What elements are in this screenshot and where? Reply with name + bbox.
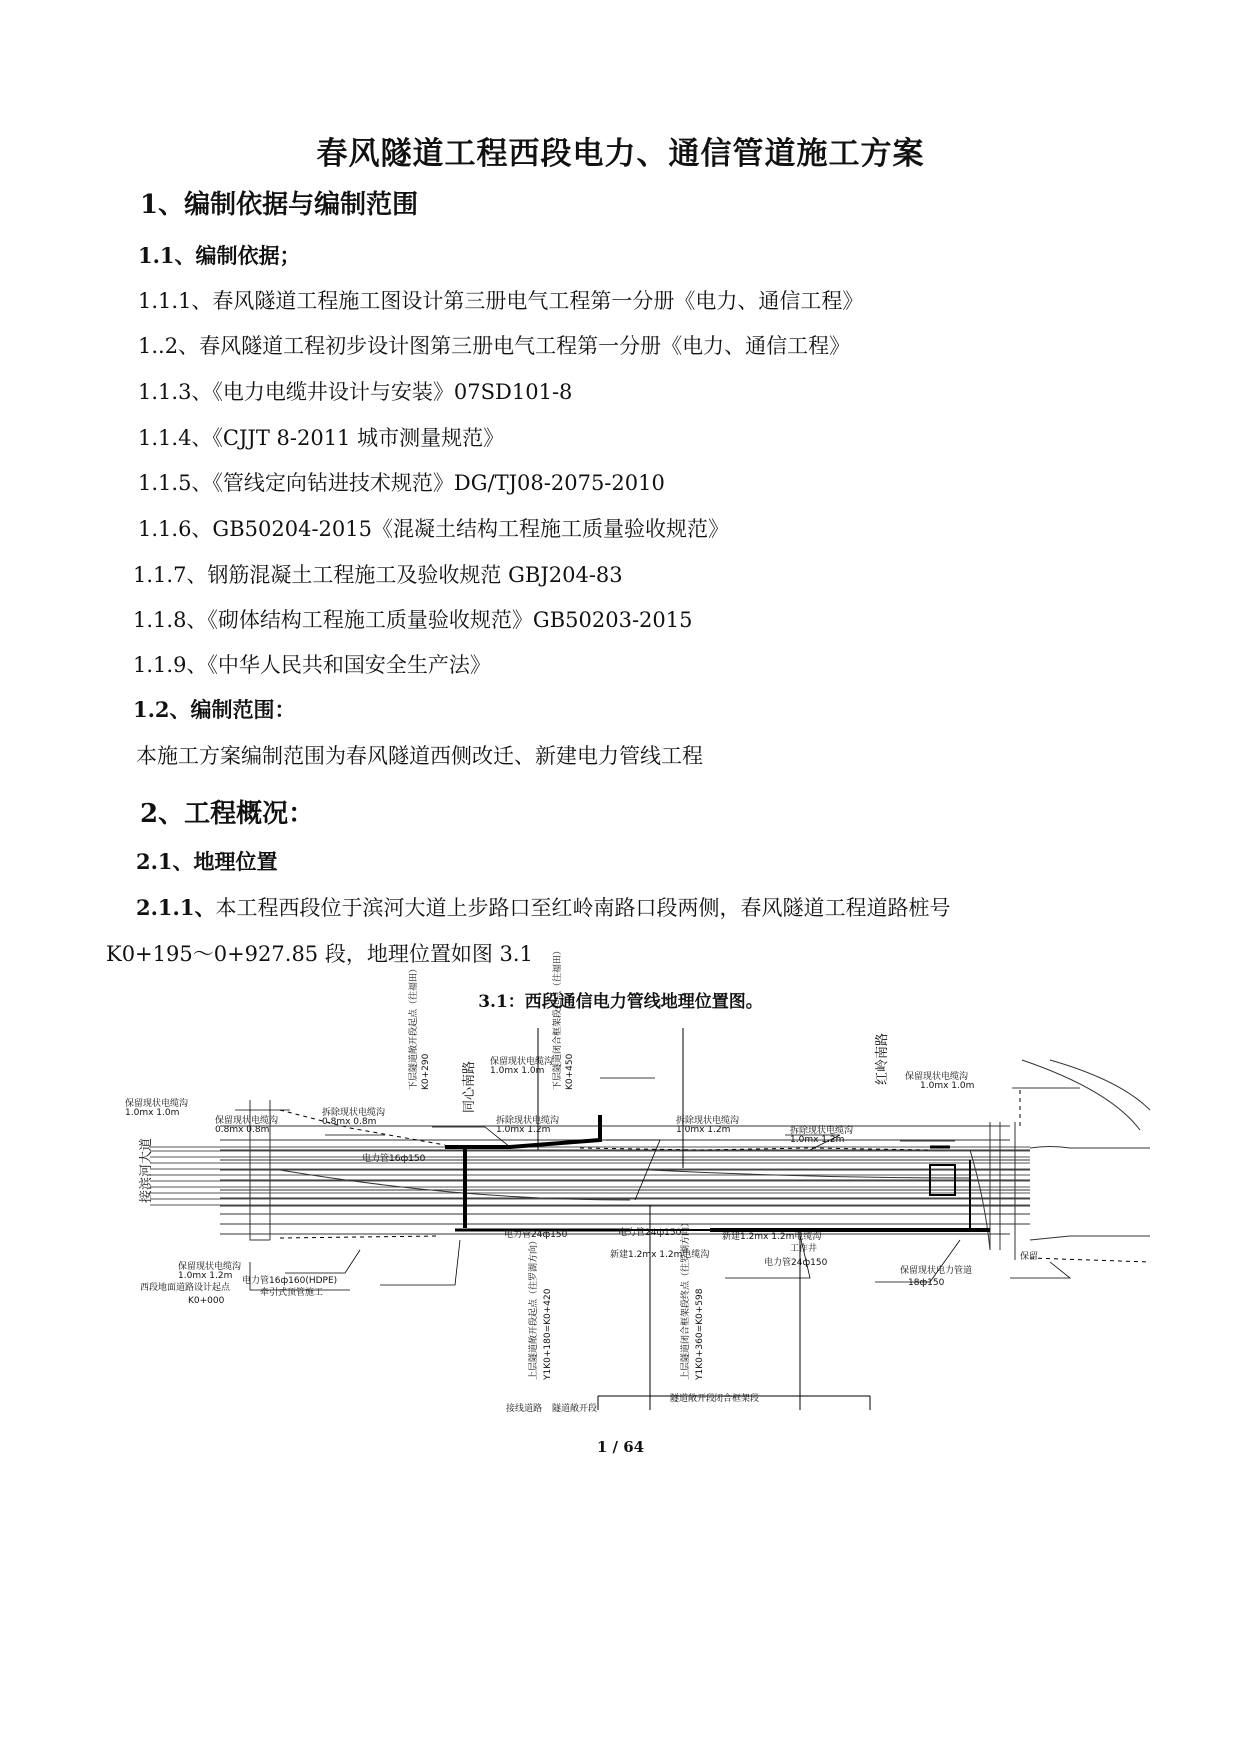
keep-trench-label: 保留现状电缆沟 bbox=[178, 1262, 242, 1272]
remove-trench-size: 1.0mx 1.2m bbox=[790, 1135, 845, 1145]
paragraph-2-1-1-continued: K0+195～0+927.85 段，地理位置如图 3.1 bbox=[106, 942, 533, 966]
stake-label: K0+450 bbox=[565, 1053, 575, 1090]
section-heading-1: 1、编制依据与编制范围 bbox=[140, 190, 419, 220]
road-label: 接滨河大道 bbox=[139, 1137, 154, 1203]
remove-trench-label: 拆除现状电缆沟 bbox=[676, 1116, 740, 1126]
section-heading-2: 2、工程概况： bbox=[140, 799, 315, 829]
keep-trench-size: 0.8mx 0.8m bbox=[215, 1125, 270, 1135]
segment-label: 闭合框架段 bbox=[714, 1394, 760, 1404]
segment-label: 隧道敞开段 bbox=[670, 1394, 716, 1404]
segment-label: 接线道路 bbox=[506, 1404, 543, 1414]
reference-item: 1.1.5、《管线定向钻进技术规范》DG/TJ08-2075-2010 bbox=[138, 471, 665, 495]
remove-trench-size: 1.0mx 1.2m bbox=[496, 1125, 551, 1135]
scope-paragraph: 本施工方案编制范围为春风隧道西侧改迁、新建电力管线工程 bbox=[136, 744, 703, 768]
keep-trench-label: 保留现状电缆沟 bbox=[905, 1072, 969, 1082]
paragraph-2-1-1 bbox=[136, 892, 950, 922]
new-trench-label: 新建1.2mx 1.2m电缆沟 bbox=[722, 1232, 822, 1242]
reference-item: 1.1.9、《中华人民共和国安全生产法》 bbox=[133, 653, 491, 677]
keep-pipe-label: 保留现状电力管道 bbox=[900, 1266, 973, 1276]
keep-cut-label: 保留 bbox=[1020, 1252, 1039, 1262]
subsection-heading-2-1: 2.1、地理位置 bbox=[136, 849, 278, 874]
reference-item: 1.1.3、《电力电缆井设计与安装》07SD101-8 bbox=[138, 380, 573, 404]
power-pipe-label: 电力管24ф150 bbox=[504, 1230, 568, 1240]
keep-trench-size: 1.0mx 1.0m bbox=[125, 1108, 180, 1118]
keep-trench-size: 1.0mx 1.0m bbox=[490, 1066, 545, 1076]
reference-item: 1.1.7、钢筋混凝土工程施工及验收规范 GBJ204-83 bbox=[133, 563, 623, 587]
keep-trench-label: 保留现状电缆沟 bbox=[215, 1116, 279, 1126]
power-pipe-label: 电力管24ф150 bbox=[618, 1228, 682, 1238]
stake-note: 下层隧道闭合框架段起点（往福田） bbox=[553, 945, 563, 1090]
subsection-heading-1-2: 1.2、编制范围： bbox=[133, 697, 296, 722]
segment-label: 隧道敞开段 bbox=[552, 1404, 598, 1414]
reference-item: 1.1.8、《砌体结构工程施工质量验收规范》GB50203-2015 bbox=[133, 608, 693, 632]
stake-note: 上层隧道闭合框架段终点（往罗湖方向） bbox=[681, 1217, 691, 1380]
paragraph-text: 本工程西段位于滨河大道上步路口至红岭南路口段两侧，春风隧道工程道路桩号 bbox=[215, 896, 951, 920]
power-pipe-label: 电力管16ф160(HDPE) bbox=[242, 1276, 338, 1286]
design-start-label: 西段地面道路设计起点 bbox=[140, 1283, 231, 1293]
stake-note: 上层隧道敞开段起点（往罗湖方向） bbox=[529, 1235, 539, 1380]
road-label: 同心南路 bbox=[462, 1060, 477, 1113]
remove-trench-label: 拆除现状电缆沟 bbox=[322, 1108, 386, 1118]
work-well-label: 工作井 bbox=[790, 1244, 818, 1254]
stake-label: Y1K0+360=K0+598 bbox=[695, 1288, 705, 1380]
reference-item: 1.1.4、《CJJT 8-2011 城市测量规范》 bbox=[138, 426, 505, 450]
reference-item: 1.1.1、春风隧道工程施工图设计第三册电气工程第一分册《电力、通信工程》 bbox=[138, 289, 864, 313]
figure-caption: 3.1：西段通信电力管线地理位置图。 bbox=[478, 992, 763, 1012]
stake-labels-bottom bbox=[527, 1218, 705, 1381]
new-trench-label: 新建1.2mx 1.2m电缆沟 bbox=[610, 1250, 710, 1260]
reference-item: 1.1.6、GB50204-2015《混凝土结构工程施工质量验收规范》 bbox=[138, 517, 729, 541]
pull-pipe-label: 牵引式顶管施工 bbox=[260, 1288, 324, 1298]
remove-trench-label: 拆除现状电缆沟 bbox=[790, 1126, 854, 1136]
remove-trench-size: 0.8mx 0.8m bbox=[322, 1117, 377, 1127]
page-number: 1 / 64 bbox=[596, 1438, 645, 1456]
remove-trench-label: 拆除现状电缆沟 bbox=[496, 1116, 560, 1126]
keep-trench-size: 1.0mx 1.2m bbox=[178, 1271, 233, 1281]
keep-pipe-size: 18ф150 bbox=[908, 1278, 945, 1288]
paragraph-number: 2.1.1、 bbox=[136, 895, 216, 920]
road-label: 红岭南路 bbox=[875, 1032, 890, 1085]
reference-item: 1..2、春风隧道工程初步设计图第三册电气工程第一分册《电力、通信工程》 bbox=[138, 334, 851, 358]
keep-trench-label: 保留现状电缆沟 bbox=[125, 1099, 189, 1109]
power-pipe-label: 电力管24ф150 bbox=[764, 1258, 828, 1268]
stake-label: K0+000 bbox=[188, 1296, 225, 1306]
keep-trench-size: 1.0mx 1.0m bbox=[920, 1081, 975, 1091]
remove-trench-size: 1.0mx 1.2m bbox=[676, 1125, 731, 1135]
stake-label: Y1K0+180=K0+420 bbox=[543, 1288, 553, 1380]
power-pipe-label: 电力管16ф150 bbox=[362, 1154, 426, 1164]
subsection-heading-1-1: 1.1、编制依据； bbox=[138, 243, 301, 268]
keep-trench-label: 保留现状电缆沟 bbox=[490, 1057, 554, 1067]
stake-label: K0+290 bbox=[421, 1053, 431, 1090]
stake-note: 下层隧道敞开段起点（往福田） bbox=[409, 963, 419, 1090]
page-title: 春风隧道工程西段电力、通信管道施工方案 bbox=[316, 136, 925, 172]
